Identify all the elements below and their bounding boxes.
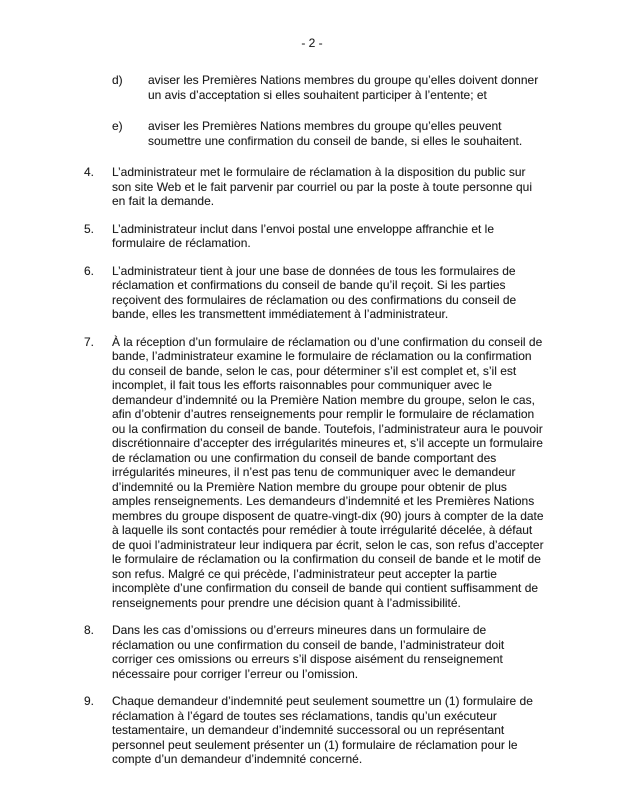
sub-item-text: aviser les Premières Nations membres du groupe qu’elles doivent donner un avis d’acceptation si elles souhaitent participer à l’entente; et	[148, 73, 539, 102]
paragraph-4	[84, 165, 546, 209]
paragraph-text: L’administrateur tient à jour une base de données de tous les formulaires de réclamation et confirmations du conseil de bande qu’il reçoit. Si les parties reçoivent des formulaires de réclamation ou des confirmations du conseil de bande, elles les transmettent immédiatement à l’administrateur.	[112, 263, 517, 321]
document-body	[0, 73, 624, 780]
paragraph-number: 6.	[84, 263, 95, 278]
paragraph-text: À la réception d’un formulaire de réclamation ou d’une confirmation du conseil de bande, l’administrateur examine le formulaire de réclamation ou la confirmation du conseil de bande, selon le cas, pour déterminer s’il est complet et, s’il est incomplet, il fait tous les efforts raisonnables pour communiquer avec le demandeur d’indemnité ou la Première Nation membre du groupe, selon le cas, afin d’obtenir d’autres renseignements pour remplir le formulaire de réclamation ou la confirmation du conseil de bande. Toutefois, l’administrateur aura le pouvoir discrétionnaire d’accepter des irrégularités mineures et, s’il accepte un formulaire de réclamation ou une confirmation du conseil de bande comportant des irrégularités mineures, il n’est pas tenu de communiquer avec le demandeur d’indemnité ou la Première Nation membre du groupe pour obtenir de plus amples renseignements. Les demandeurs d’indemnité et les Premières Nations membres du groupe disposent de quatre-vingt-dix (90) jours à compter de la date à laquelle ils sont contactés pour remédier à toute irrégularité décelée, à défaut de quoi l’administrateur leur indiquera par écrit, selon le cas, son refus d’accepter le formulaire de réclamation ou la confirmation du conseil de bande et le motif de son refus. Malgré ce qui précède, l’administrateur peut accepter la partie incomplète d’une confirmation du conseil de bande qui contient suffisamment de renseignements pour prendre une décision quant à l’admissibilité.	[112, 334, 544, 610]
paragraph-text: Chaque demandeur d’indemnité peut seulement soumettre un (1) formulaire de réclamation à l’égard de toutes ses réclamations, tandis qu’un exécuteur testamentaire, un demandeur d’indemnité successoral ou un représentant personnel peut seulement présenter un (1) formulaire de réclamation pour le compte d’un demandeur d’indemnité concerné.	[112, 694, 533, 766]
sub-item-marker: d)	[112, 73, 123, 87]
paragraph-number: 8.	[84, 623, 95, 637]
paragraph-number: 9.	[84, 694, 95, 708]
paragraph-number: 4.	[84, 165, 95, 179]
paragraph-8	[84, 623, 546, 681]
paragraph-number: 5.	[84, 221, 95, 236]
sub-item-d	[112, 73, 554, 102]
sub-item-text: aviser les Premières Nations membres du groupe qu’elles peuvent soumettre une confirmation du conseil de bande, si elles le souhaitent.	[148, 119, 523, 148]
page-number: - 2 -	[301, 36, 323, 50]
paragraph-9	[84, 694, 546, 767]
paragraph-5	[84, 222, 546, 251]
sub-item-marker: e)	[112, 119, 123, 133]
sub-item-list	[0, 73, 624, 148]
paragraph-text: Dans les cas d’omissions ou d’erreurs mineures dans un formulaire de réclamation ou une confirmation du conseil de bande, l’administrateur doit corriger ces omissions ou erreurs s’il dispose aisément du renseignement nécessaire pour corriger l’erreur ou l’omission.	[112, 623, 505, 681]
paragraph-text: L’administrateur inclut dans l’envoi postal une enveloppe affranchie et le formulaire de réclamation.	[112, 221, 495, 250]
sub-item-e	[112, 119, 554, 148]
paragraph-6	[84, 264, 546, 322]
paragraph-number: 7.	[84, 334, 95, 349]
paragraph-text: L’administrateur met le formulaire de réclamation à la disposition du public sur son site Web et le fait parvenir par courriel ou par la poste à toute personne qui en fait la demande.	[112, 165, 533, 208]
paragraph-7	[84, 335, 546, 611]
